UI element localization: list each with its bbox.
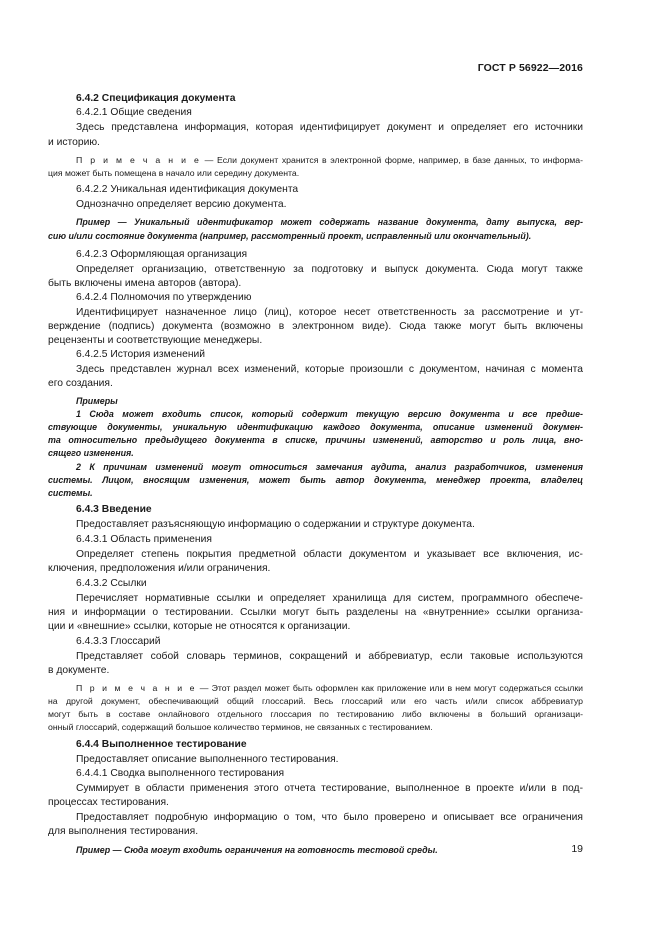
- note-text: — Этот раздел может быть оформлен как приложение или в нем могут содержаться ссылки: [196, 683, 583, 693]
- paragraph-line: Определяет степень покрытия предметной области документом и указывает все включения, ис-: [76, 549, 583, 560]
- paragraph-line: процессах тестирования.: [48, 797, 169, 808]
- example-line: 1 Сюда может входить список, который содержит текущую версию документа и все предше-: [76, 409, 583, 419]
- paragraph-line: ния и информации о тестировании. Ссылки могут быть разделены на «внутренние» ссылки организа-: [48, 607, 583, 618]
- subsection-heading-6-4-2-1: 6.4.2.1 Общие сведения: [76, 107, 192, 118]
- note-line: на другой документ, обеспечивающий общий глоссарий. Весь глоссарий или его часть и/или список аббревиатур: [48, 696, 583, 706]
- paragraph-line: и историю.: [48, 137, 100, 148]
- note-line: [76, 153, 583, 167]
- subsection-heading-6-4-3-3: 6.4.3.3 Глоссарий: [76, 636, 161, 647]
- paragraph-line: Однозначно определяет версию документа.: [76, 199, 287, 210]
- paragraph-line: быть включены имена авторов (автора).: [48, 278, 242, 289]
- note-label: П р и м е ч а н и е: [76, 683, 197, 693]
- paragraph-line: Перечисляет нормативные ссылки и определяет хранилища для систем, программного обеспече-: [76, 593, 583, 604]
- subsection-heading-6-4-4-1: 6.4.4.1 Сводка выполненного тестирования: [76, 768, 285, 779]
- paragraph-line: ции и «внешние» ссылки, которые не относятся к организации.: [48, 621, 351, 632]
- paragraph-line: его создания.: [48, 378, 113, 389]
- paragraph-line: в документе.: [48, 665, 110, 676]
- note-line: ция может быть помещена в начало или середину документа.: [48, 168, 300, 178]
- paragraph-line: верждение (подпись) документа (возможно в электронном виде). Сюда также могут быть включены: [48, 321, 583, 332]
- example-line: Пример — Уникальный идентификатор может содержать название документа, дату выпуска, вер-: [76, 217, 583, 227]
- subsection-heading-6-4-3-2: 6.4.3.2 Ссылки: [76, 578, 147, 589]
- paragraph-line: Суммирует в области применения этого отчета тестирование, выполненное в проекте и/или в под-: [76, 783, 583, 794]
- section-heading-6-4-4: 6.4.4 Выполненное тестирование: [76, 739, 247, 750]
- note-text: — Если документ хранится в электронной форме, например, в базе данных, то информа-: [201, 155, 583, 165]
- example-line: системы.: [48, 488, 93, 498]
- example-line: сию и/или состояние документа (например, рассмотренный проект, исправленный или окончательный).: [48, 231, 532, 241]
- example-line: та относительно предыдущего документа в списке, причины изменений, авторство и роль лица, вно-: [48, 435, 583, 445]
- paragraph-line: Здесь представлена информация, которая идентифицирует документ и определяет его источники: [76, 122, 583, 133]
- note-line: онный глоссарий, содержащий большое количество терминов, не связанных с тестированием.: [48, 722, 433, 732]
- page-number: 19: [571, 843, 583, 855]
- paragraph-line: Здесь представлен журнал всех изменений, которые произошли с документом, начиная с момента: [76, 364, 583, 375]
- examples-heading: Примеры: [76, 396, 118, 406]
- note-line: [76, 681, 583, 695]
- subsection-heading-6-4-2-4: 6.4.2.4 Полномочия по утверждению: [76, 292, 252, 303]
- paragraph-line: Предоставляет разъясняющую информацию о содержании и структуре документа.: [76, 519, 475, 530]
- paragraph-line: Определяет организацию, ответственную за подготовку и выпуск документа. Сюда могут также: [76, 264, 583, 275]
- section-heading-6-4-2: 6.4.2 Спецификация документа: [76, 93, 236, 104]
- example-line: 2 К причинам изменений могут относиться замечания аудита, анализ разработчиков, изменения: [76, 462, 583, 472]
- subsection-heading-6-4-2-2: 6.4.2.2 Уникальная идентификация документа: [76, 184, 299, 195]
- document-standard-number: ГОСТ Р 56922—2016: [477, 62, 583, 74]
- example-line: системы. Лицом, вносящим изменения, может быть автор документа, менеджер проекта, владелец: [48, 475, 583, 485]
- example-line: Пример — Сюда могут входить ограничения на готовность тестовой среды.: [76, 845, 438, 855]
- example-line: ствующие документы, уникальную идентификацию каждого документа, описание изменений докумен-: [48, 422, 583, 432]
- subsection-heading-6-4-2-3: 6.4.2.3 Оформляющая организация: [76, 249, 248, 260]
- paragraph-line: Предоставляет подробную информацию о том, что было проверено и описывает все ограничения: [76, 812, 583, 823]
- paragraph-line: Предоставляет описание выполненного тестирования.: [76, 754, 339, 765]
- paragraph-line: для выполнения тестирования.: [48, 826, 199, 837]
- paragraph-line: Представляет собой словарь терминов, сокращений и аббревиатур, если таковые используются: [76, 651, 583, 662]
- paragraph-line: Идентифицирует назначенное лицо (лиц), которое несет ответственность за рассмотрение и ут-: [76, 307, 583, 318]
- paragraph-line: ключения, предположения и/или ограничения.: [48, 563, 271, 574]
- note-line: могут быть в составе онлайнового отдельного глоссария по тестированию либо включены в больший организаци-: [48, 709, 583, 719]
- example-line: сящего изменения.: [48, 448, 134, 458]
- subsection-heading-6-4-3-1: 6.4.3.1 Область применения: [76, 534, 212, 545]
- paragraph-line: рецензенты и соответствующие менеджеры.: [48, 335, 263, 346]
- section-heading-6-4-3: 6.4.3 Введение: [76, 504, 152, 515]
- subsection-heading-6-4-2-5: 6.4.2.5 История изменений: [76, 349, 206, 360]
- note-label: П р и м е ч а н и е: [76, 155, 202, 165]
